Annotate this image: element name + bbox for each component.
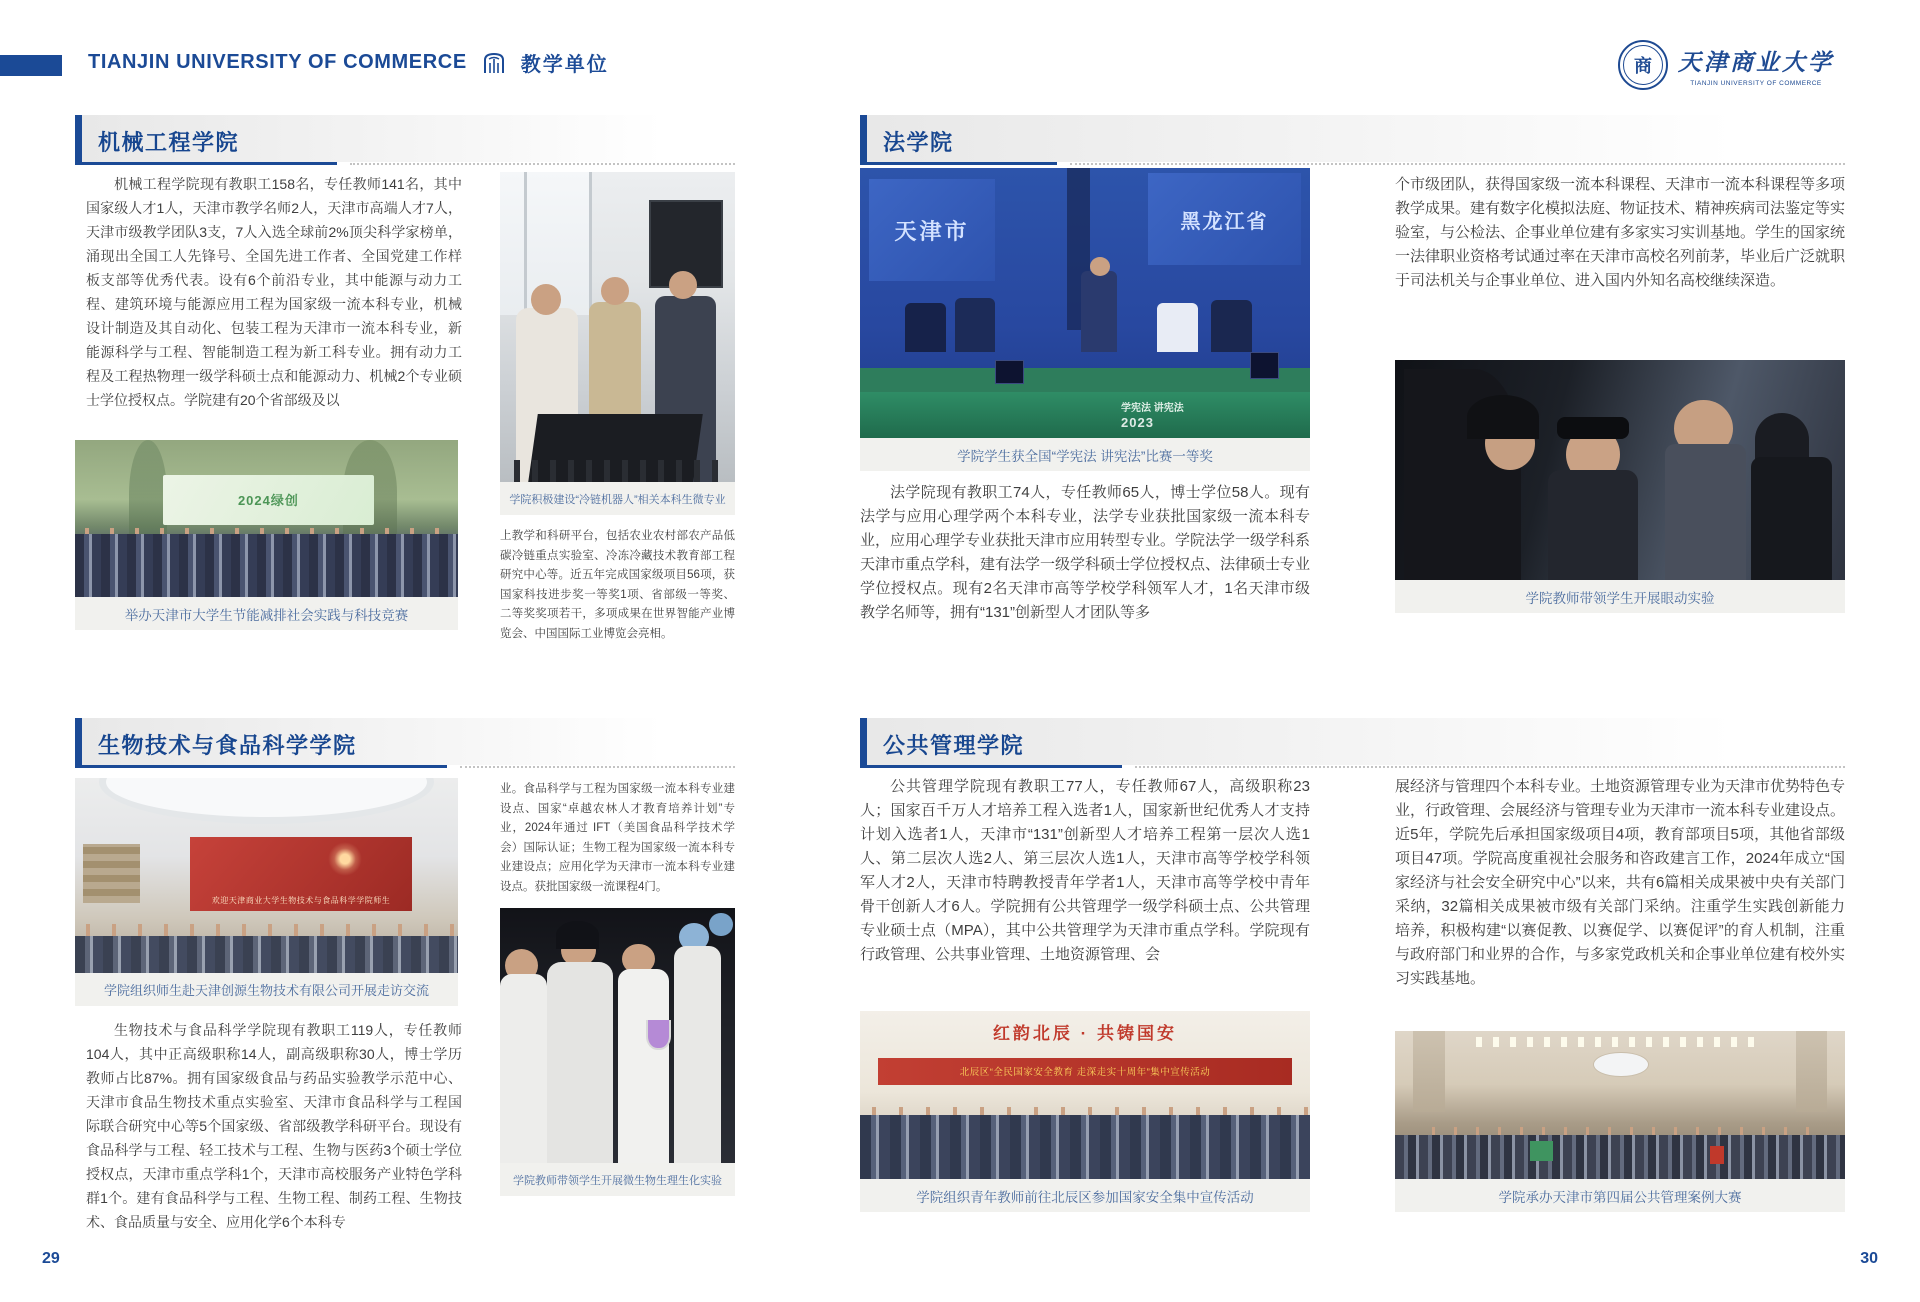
dotted-rule [350,163,735,165]
banner-strip-text: 北辰区“全民国家安全教育 走深走实十周年”集中宣传活动 [959,1067,1211,1079]
paragraph: 展经济与管理四个本科专业。土地资源管理专业为天津市优势特色专业，行政管理、会展经济与管理专业为天津市一流本科专业建设点。近5年，学院先后承担国家级项目4项，教育部项目5项，其他省部级项目47项。学院高度重视社会服务和咨政建言工作，2024年成立“国家经济与社会安全研究中心”以来，共有6篇相关成果被中央有关部门采纳，32篇相关成果被市级有关部门采纳。注重学生实践创新能力培养，积极构建“以赛促教、以赛促学、以赛促评”的育人机制，注重与政府部门和业界的合作，与多家党政机关和企事业单位建有校外实习实践基地。 [1395,778,1846,987]
stage-screen-left [869,179,995,282]
paragraph: 上教学和科研平台，包括农业农村部农产品低碳冷链重点实验室、冷冻冷藏技术教育部工程研究中心等。近五年完成国家级项目56项，获国家科技进步奖一等奖1项、省部级一等奖、二等奖奖项若干，多项成果在世界智能产业博览会、中国国际工业博览会亮相。 [500,530,735,640]
banner-headline-text: 红韵北辰 · 共铸国安 [992,1024,1178,1044]
section-title: 机械工程学院 [98,130,240,155]
banner-red-strip [878,1058,1292,1085]
section-underline [82,162,337,165]
photo-company-visit [75,778,458,973]
section-biotech-food-science [75,718,735,1248]
paragraph: 机械工程学院现有教职工158名，专任教师141名，其中国家级人才1人，天津市教学名师2人，天津市高端人才7人，天津市级教学团队3支，7人入选全球前2%顶尖科学家榜单，涌现出全国工人先锋号、全国先进工作者、全国党建工作样板支部等优秀代表。设有6个前沿专业，其中能源与动力工程、建筑环境与能源应用工程为国家级一流本科专业，机械设计制造及其自动化、包装工程为天津市一流本科专业，新能源科学与工程、智能制造工程为新工科专业。拥有动力工程及工程热物理一级学科硕士点和能源动力、机械2个专业硕士学位授权点。学院建有20个省部级及以 [86,176,462,408]
photo-caption: 学院教师带领学生开展眼动实验 [1395,580,1845,613]
paragraph: 业。食品科学与工程为国家级一流本科专业建设点、国家“卓越农林人才教育培养计划”专业，2024年通过 IFT（美国食品科学技术学会）国际认证；生物工程为国家级一流本科专业建设点；应用化学为天津市一流本科专业建设点。获批国家级一流课程4门。 [500,783,735,893]
section-title-bar [860,115,867,165]
header-accent-bar [0,55,62,76]
paragraph: 个市级团队，获得国家级一流本科课程、天津市一流本科课程等多项教学成果。建有数字化模拟法庭、物证技术、精神疾病司法鉴定等实验室，与公检法、企事业单位建有多家实习实训基地。学生的国家统一法律职业资格考试通过率在天津市高校名列前茅，毕业后广泛就职于司法机关与企事业单位、进入国内外知名高校继续深造。 [1395,176,1846,289]
paragraph: 公共管理学院现有教职工77人，专任教师67人，高级职称23人；国家百千万人才培养工程入选者1人，国家新世纪优秀人才支持计划入选者1人，天津市“131”创新型人才培养工程第一层次人选1人、第二层次人选2人、第三层次人选1人，天津市高等学校学科领军人才2人，天津市特聘教授青年学者1人，天津市高等学校中青年骨干创新人才6人。学院拥有公共管理学一级学科硕士点、公共管理专业硕士点（MPA），其中公共管理学为天津市重点学科。学院现有行政管理、公共事业管理、土地资源管理、会 [860,778,1310,963]
photo-microbiology-lab [500,908,735,1163]
podium-year: 2023 [1121,414,1154,430]
section-header [860,115,1845,165]
banner-text: 2024绿创 [237,493,299,509]
section-title-bar [75,115,82,165]
photo-caption: 学院组织师生赴天津创源生物技术有限公司开展走访交流 [75,973,458,1006]
section-header [75,115,735,165]
photo-caption: 学院积极建设“冷链机器人”相关本科生微专业 [500,482,735,515]
red-screen-in-photo [190,837,412,911]
photo-banner-board [163,475,374,525]
university-logo-en: TIANJIN UNIVERSITY OF COMMERCE [1690,79,1822,87]
photo-caption: 学院教师带领学生开展微生物生理生化实验 [500,1163,735,1196]
photo-national-security-event [860,1011,1310,1179]
university-seal-icon: 商 [1618,40,1668,90]
photo-eye-tracking-experiment [1395,360,1845,580]
photo-case-competition-auditorium [1395,1031,1845,1179]
university-logo-cn: 天津商业大学 [1678,48,1834,76]
photo-caption: 学院组织青年教师前往北辰区参加国家安全集中宣传活动 [860,1179,1310,1212]
section-underline [867,162,1057,165]
podium-text-block [1121,398,1238,436]
page-number-left: 29 [42,1250,60,1267]
university-mark-icon [483,51,505,75]
section-underline [82,765,447,768]
paragraph: 生物技术与食品科学学院现有教职工119人，专任教师104人，其中正高级职称14人，副高级职称30人，博士学历教师占比87%。拥有国家级食品与药品实验教学示范中心、天津市食品生物技术重点实验室、天津市食品科学与工程国际联合研究中心等5个国家级、省部级教学科研平台。现设有食品科学与工程、轻工技术与工程、生物与医药3个硕士学位授权点，天津市重点学科1个，天津市高校服务产业特色学科群1个。建有食品科学与工程、生物工程、制药工程、生物技术、食品质量与安全、应用化学6个本科专 [86,1022,462,1230]
paragraph: 法学院现有教职工74人，专任教师65人，博士学位58人。现有法学与应用心理学两个本科专业，法学专业获批国家级一流本科专业，应用心理学专业获批天津市应用转型专业。学院法学一级学科系天津市重点学科，建有法学一级学科硕士学位授权点、法律硕士专业学位授权点。现有2名天津市高等学校学科领军人才，1名天津市级教学名师等，拥有“131”创新型人才团队等多 [860,484,1311,621]
photo-caption: 学院学生获全国“学宪法 讲宪法”比赛一等奖 [860,438,1310,471]
dotted-rule [1070,163,1845,165]
university-logo [1618,40,1834,90]
photo-cold-chain-robot [500,172,735,482]
section-public-administration [860,718,1845,1248]
header-section-tag: 教学单位 [520,54,609,76]
section-mechanical-engineering [75,115,735,640]
running-head [88,48,609,77]
banner-headline [860,1019,1310,1044]
section-underline [867,765,1122,768]
photo-constitution-contest [860,168,1310,438]
section-title-bar [860,718,867,768]
section-header [860,718,1845,768]
dotted-rule [460,766,735,768]
section-title: 法学院 [883,130,954,155]
photo-caption: 学院承办天津市第四届公共管理案例大赛 [1395,1179,1845,1212]
section-title: 公共管理学院 [883,733,1025,758]
header-university-name: TIANJIN UNIVERSITY OF COMMERCE [88,51,467,73]
section-law-school [860,115,1845,630]
screen-text: 黑龙江省 [1180,210,1269,233]
screen-welcome-text: 欢迎天津商业大学生物技术与食品科学学院师生 [211,895,391,905]
section-title: 生物技术与食品科学学院 [98,733,357,758]
stage-screen-right [1148,173,1301,265]
page-number-right: 30 [1860,1250,1878,1267]
section-header [75,718,735,768]
screen-text: 天津市 [894,218,970,244]
dotted-rule [1135,766,1845,768]
photo-caption: 举办天津市大学生节能减排社会实践与科技竞赛 [75,597,458,630]
section-title-background [867,115,1734,162]
section-title-bar [75,718,82,768]
podium-text: 学宪法 讲宪法 [1121,402,1184,414]
photo-energy-competition [75,440,458,597]
